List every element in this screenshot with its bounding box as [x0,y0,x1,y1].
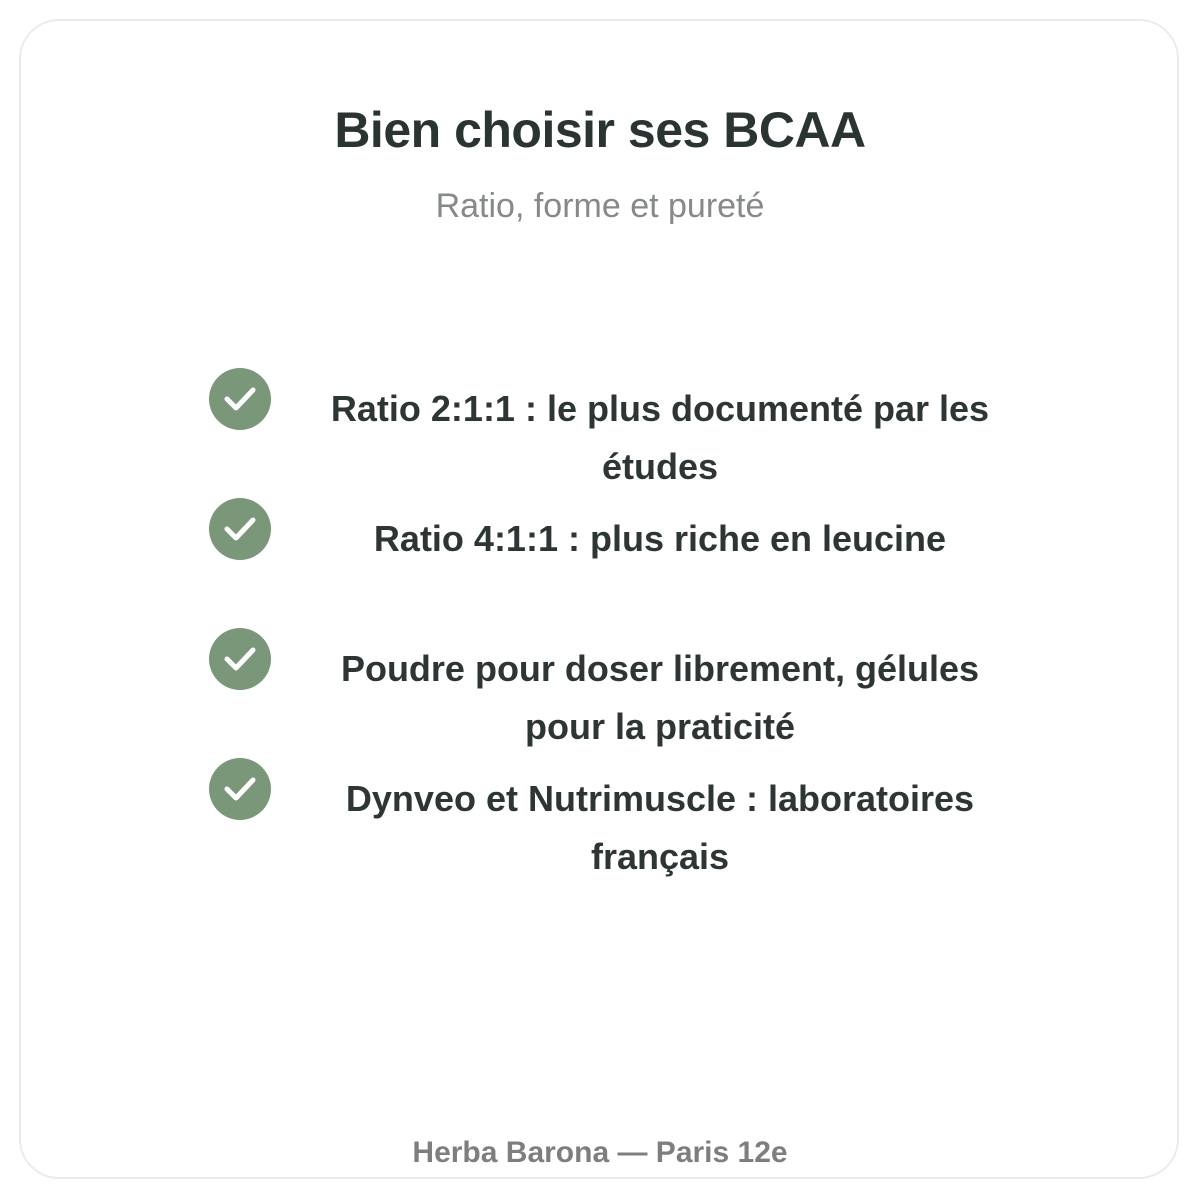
footer-brand: Herba Barona — Paris 12e [412,1136,788,1169]
page-title: Bien choisir ses BCAA [334,102,866,158]
checklist-item-text: Poudre pour doser librement, gélules pour la praticité [340,648,980,747]
checklist-item-text: Ratio 2:1:1 : le plus documenté par les études [330,388,990,487]
check-circle-icon [209,628,271,690]
check-circle-icon [209,368,271,430]
check-circle-icon [209,758,271,820]
check-circle-icon [209,498,271,560]
page-subtitle: Ratio, forme et pureté [435,187,765,225]
checklist-item-text: Ratio 4:1:1 : plus riche en leucine [373,518,947,559]
checklist-item-text: Dynveo et Nutrimuscle : laboratoires français [345,778,975,877]
